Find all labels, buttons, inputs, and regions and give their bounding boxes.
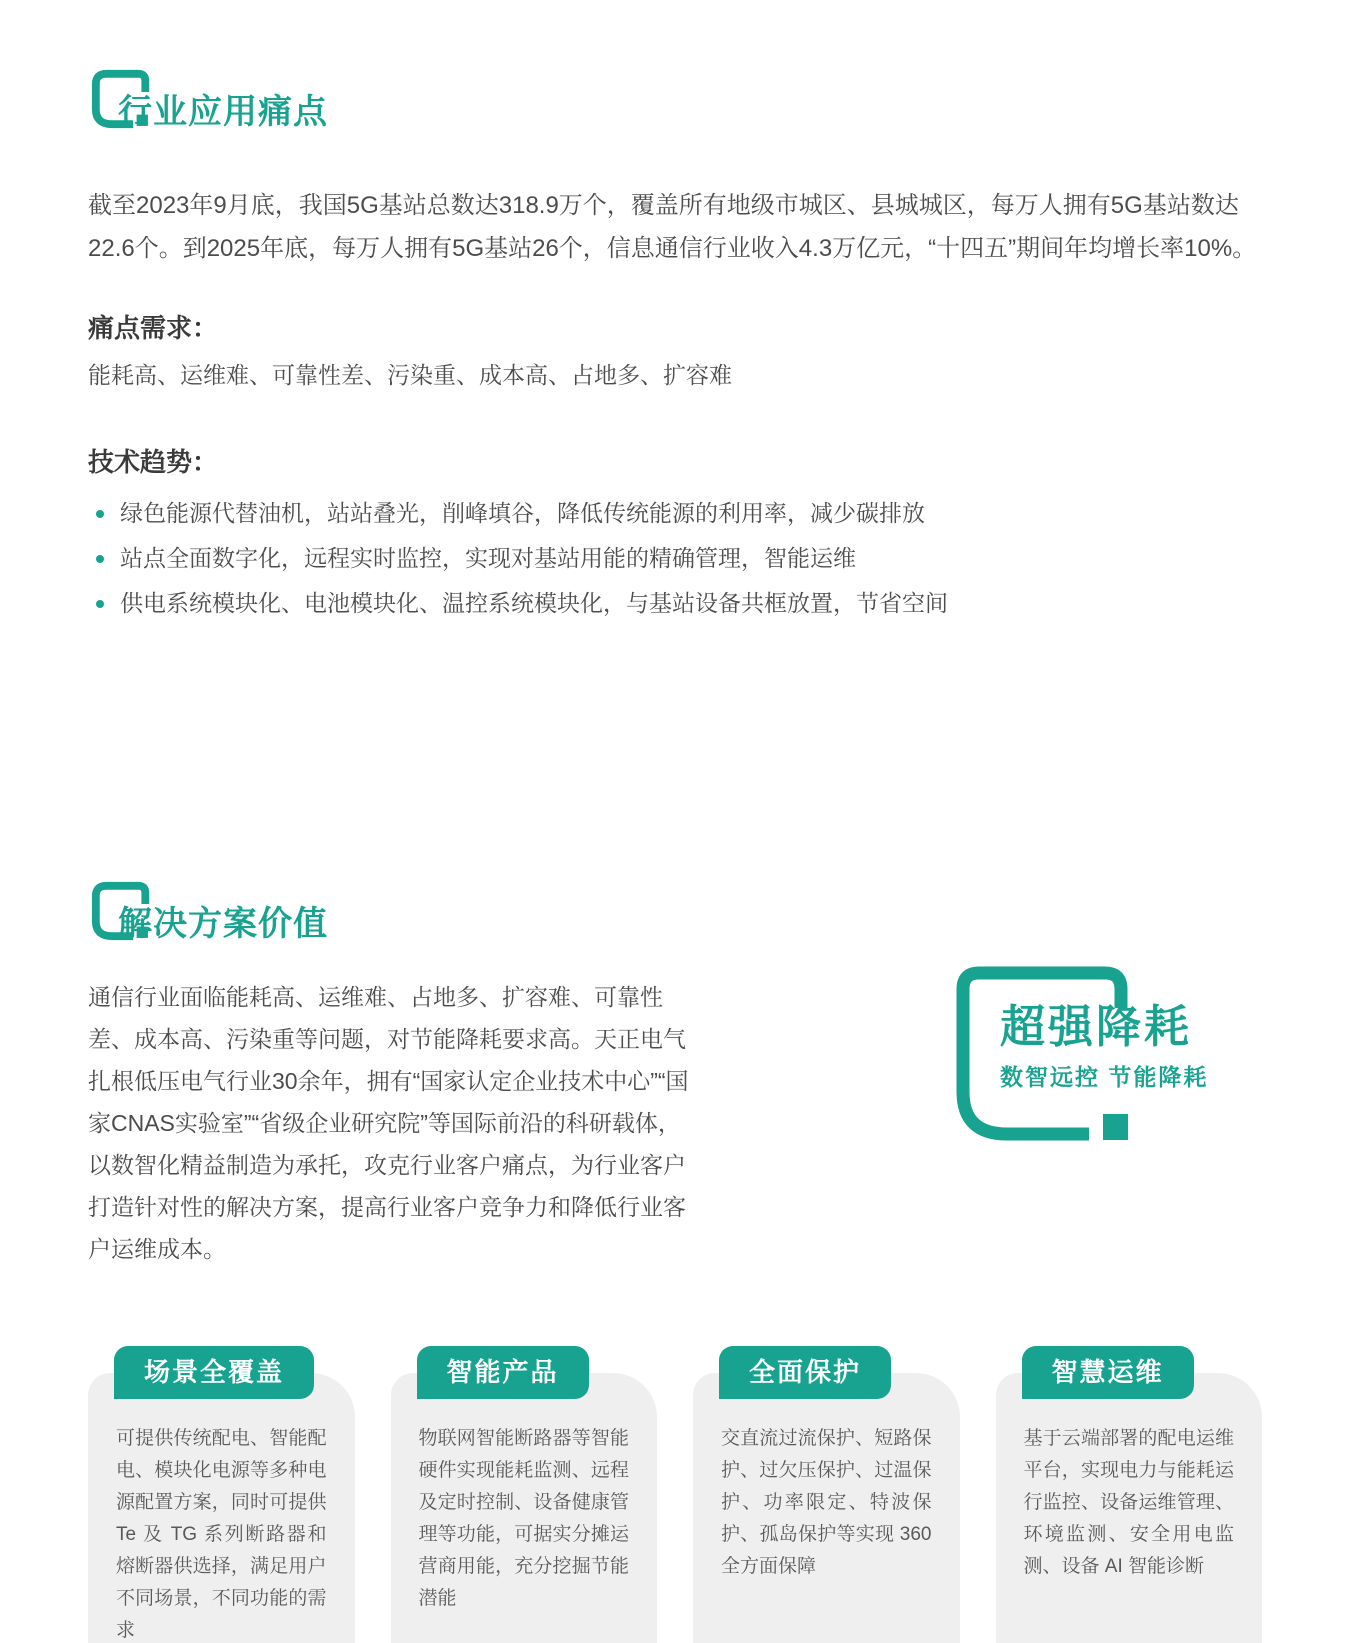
badge-subtitle: 数智远控 节能降耗 bbox=[1000, 1064, 1209, 1090]
card-body-text: 物联网智能断路器等智能硬件实现能耗监测、远程及定时控制、设备健康管理等功能，可据实分摊运营商用能，充分挖掘节能潜能 bbox=[391, 1373, 658, 1643]
card-header: 智能产品 bbox=[417, 1346, 589, 1399]
trend-list bbox=[88, 491, 1262, 626]
intro-paragraph: 截至2023年9月底，我国5G基站总数达318.9万个，覆盖所有地级市城区、县城城区，每万人拥有5G基站数达22.6个。到2025年底，每万人拥有5G基站26个，信息通信行业收入4.3万亿元，“十四五”期间年均增长率10%。 bbox=[88, 192, 1257, 262]
badge-quote-bubble-icon bbox=[954, 964, 1128, 1144]
trend-item-text: 绿色能源代替油机，站站叠光，削峰填谷，降低传统能源的利用率，减少碳排放 bbox=[120, 500, 925, 526]
card-body-text: 可提供传统配电、智能配电、模块化电源等多种电源配置方案，同时可提供 Te 及 TG 系列断路器和熔断器供选择，满足用户不同场景，不同功能的需求 bbox=[88, 1373, 355, 1643]
trend-item bbox=[88, 491, 1262, 536]
section-solution-value bbox=[88, 878, 1262, 1270]
section-title-value bbox=[88, 878, 1262, 950]
bullet-dot-icon bbox=[96, 600, 104, 608]
trend-item-text: 供电系统模块化、电池模块化、温控系统模块化，与基站设备共框放置，节省空间 bbox=[120, 590, 948, 616]
badge-title: 超强降耗 bbox=[1000, 1001, 1193, 1052]
feature-cards-row bbox=[88, 1346, 1262, 1643]
card-header: 全面保护 bbox=[719, 1346, 891, 1399]
trend-item bbox=[88, 536, 1262, 581]
card-full-protection bbox=[693, 1346, 960, 1643]
section-title-pain bbox=[88, 66, 1262, 138]
card-header: 智慧运维 bbox=[1022, 1346, 1194, 1399]
energy-saving-badge bbox=[954, 964, 1214, 1144]
card-smart-products bbox=[391, 1346, 658, 1643]
card-header: 场景全覆盖 bbox=[114, 1346, 314, 1399]
tech-trend-heading: 技术趋势： bbox=[88, 447, 219, 477]
section-industry-pain-points bbox=[88, 66, 1262, 626]
section-title-text: 解决方案价值 bbox=[118, 905, 328, 943]
bullet-dot-icon bbox=[96, 510, 104, 518]
value-content-row bbox=[88, 976, 1262, 1270]
card-smart-ops bbox=[996, 1346, 1263, 1643]
card-body-text: 基于云端部署的配电运维平台，实现电力与能耗运行监控、设备运维管理、环境监测、安全用电监测、设备 AI 智能诊断 bbox=[996, 1373, 1263, 1643]
page-title: 行业应用痛点 bbox=[118, 93, 328, 131]
pain-demand-text: 能耗高、运维难、可靠性差、污染重、成本高、占地多、扩容难 bbox=[88, 362, 732, 388]
value-paragraph: 通信行业面临能耗高、运维难、占地多、扩容难、可靠性差、成本高、污染重等问题，对节能降耗要求高。天正电气扎根低压电气行业30余年，拥有“国家认定企业技术中心”“国家CNAS实验室”“省级企业研究院”等国际前沿的科研载体，以数智化精益制造为承托，攻克行业客户痛点，为行业客户打造针对性的解决方案，提高行业客户竞争力和降低行业客户运维成本。 bbox=[88, 984, 689, 1262]
bullet-dot-icon bbox=[96, 555, 104, 563]
pain-demand-heading: 痛点需求： bbox=[88, 313, 219, 343]
card-body-text: 交直流过流保护、短路保护、过欠压保护、过温保护、功率限定、特波保护、孤岛保护等实现 360 全方面保障 bbox=[693, 1373, 960, 1643]
trend-item-text: 站点全面数字化，远程实时监控，实现对基站用能的精确管理，智能运维 bbox=[120, 545, 856, 571]
card-scene-coverage bbox=[88, 1346, 355, 1643]
trend-item bbox=[88, 581, 1262, 626]
